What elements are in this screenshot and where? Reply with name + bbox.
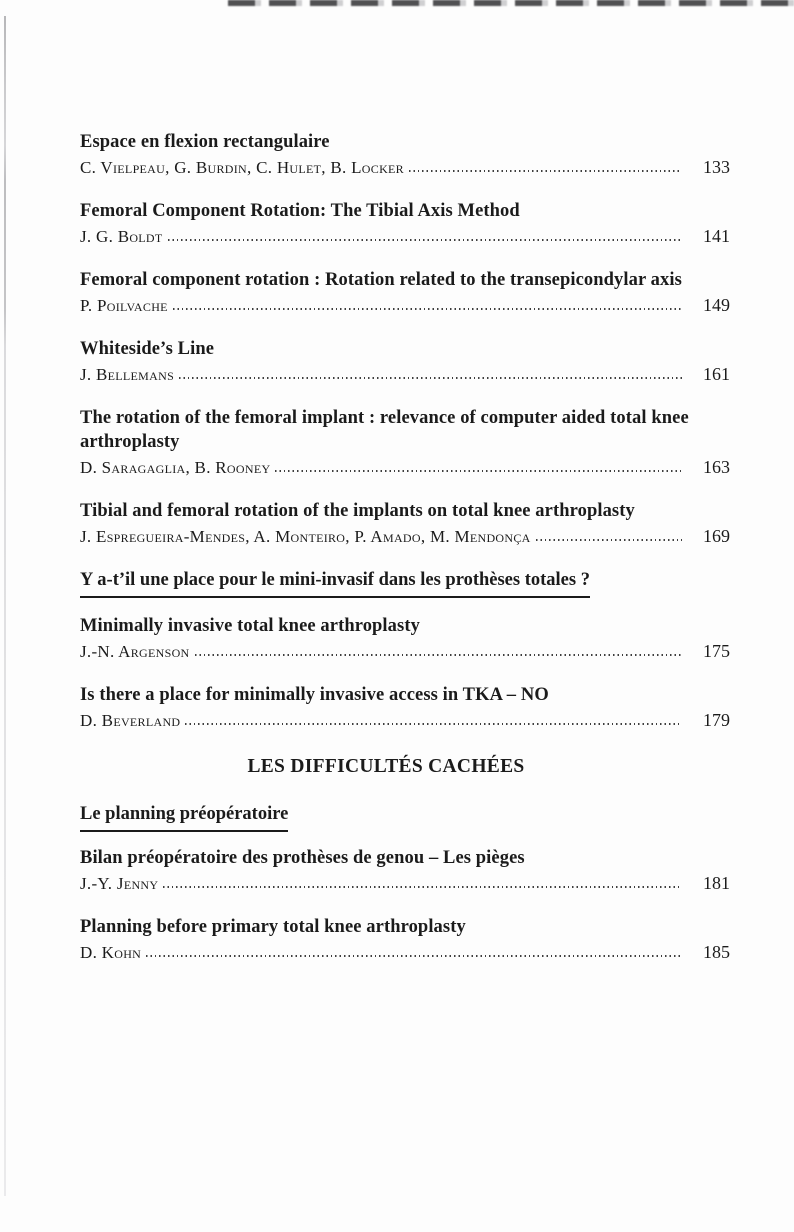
entry-title: Tibial and femoral rotation of the implants on total knee arthroplasty [80, 501, 635, 521]
entry-authors: J.-N. Argenson [80, 642, 190, 661]
dotted-leader [146, 955, 682, 957]
entry-line [80, 873, 730, 891]
entry-title: Bilan préopératoire des prothèses de genou – Les pièges [80, 848, 525, 868]
table-of-contents [80, 0, 730, 984]
entry-title: Whiteside’s Line [80, 339, 215, 359]
entry-page-number: 133 [703, 157, 730, 177]
dotted-leader [409, 170, 682, 172]
entry-title: Femoral Component Rotation: The Tibial Axis Method [80, 201, 520, 221]
entry-line [80, 457, 730, 475]
entry-title: Femoral component rotation : Rotation related to the transepicondylar axis [80, 270, 682, 290]
entry-authors: D. Kohn [80, 943, 142, 962]
toc-entry [80, 199, 730, 244]
entry-page-number: 181 [703, 873, 730, 893]
entry-line [80, 641, 730, 659]
entry-page-number: 161 [703, 364, 730, 384]
entry-line [80, 157, 730, 175]
entry-title: Is there a place for minimally invasive access in TKA – NO [80, 685, 549, 705]
entry-page-number: 185 [703, 942, 730, 962]
dotted-leader [185, 723, 682, 725]
entry-title: The rotation of the femoral implant : relevance of computer aided total knee arthroplasty [80, 408, 689, 452]
toc-entry [80, 406, 730, 475]
toc-entry [80, 268, 730, 313]
entry-page-number: 163 [703, 457, 730, 477]
sub-heading-text: Le planning préopératoire [80, 802, 288, 832]
entry-page-number: 169 [703, 526, 730, 546]
dotted-leader [168, 239, 682, 241]
entry-authors: D. Saragaglia, B. Rooney [80, 458, 271, 477]
entry-line [80, 364, 730, 382]
dotted-leader [179, 377, 682, 379]
dotted-leader [536, 539, 682, 541]
entry-title: Planning before primary total knee arthroplasty [80, 917, 466, 937]
entry-authors: J. G. Boldt [80, 227, 163, 246]
section-heading-mini-invasif [80, 568, 730, 598]
entry-title: Minimally invasive total knee arthroplasty [80, 616, 420, 636]
entry-page-number: 149 [703, 295, 730, 315]
entry-line [80, 226, 730, 244]
dotted-leader [275, 470, 682, 472]
toc-entry [80, 130, 730, 175]
entry-authors: J.-Y. Jenny [80, 874, 159, 893]
sub-heading-planning-preoperatoire [80, 802, 730, 832]
toc-entry [80, 915, 730, 960]
dotted-leader [195, 654, 682, 656]
entry-line [80, 526, 730, 544]
dotted-leader [173, 308, 682, 310]
entry-authors: P. Poilvache [80, 296, 168, 315]
entry-authors: J. Bellemans [80, 365, 175, 384]
entry-line [80, 295, 730, 313]
entry-authors: J. Espregueira-Mendes, A. Monteiro, P. Amado, M. Mendonça [80, 527, 531, 546]
entry-authors: D. Beverland [80, 711, 181, 730]
toc-entry [80, 683, 730, 728]
toc-entry [80, 499, 730, 544]
entry-line [80, 942, 730, 960]
entry-page-number: 141 [703, 226, 730, 246]
part-heading-difficultes-cachees: LES DIFFICULTÉS CACHÉES [247, 756, 525, 777]
toc-entry [80, 846, 730, 891]
scanner-line-artifact [4, 16, 6, 1196]
toc-entry [80, 337, 730, 382]
toc-entry [80, 614, 730, 659]
entry-authors: C. Vielpeau, G. Burdin, C. Hulet, B. Locker [80, 158, 404, 177]
entry-page-number: 175 [703, 641, 730, 661]
entry-page-number: 179 [703, 710, 730, 730]
entry-title: Espace en flexion rectangulaire [80, 132, 330, 152]
dotted-leader [163, 886, 682, 888]
section-heading-text: Y a-t’il une place pour le mini-invasif dans les prothèses totales ? [80, 568, 590, 598]
entry-line [80, 710, 730, 728]
